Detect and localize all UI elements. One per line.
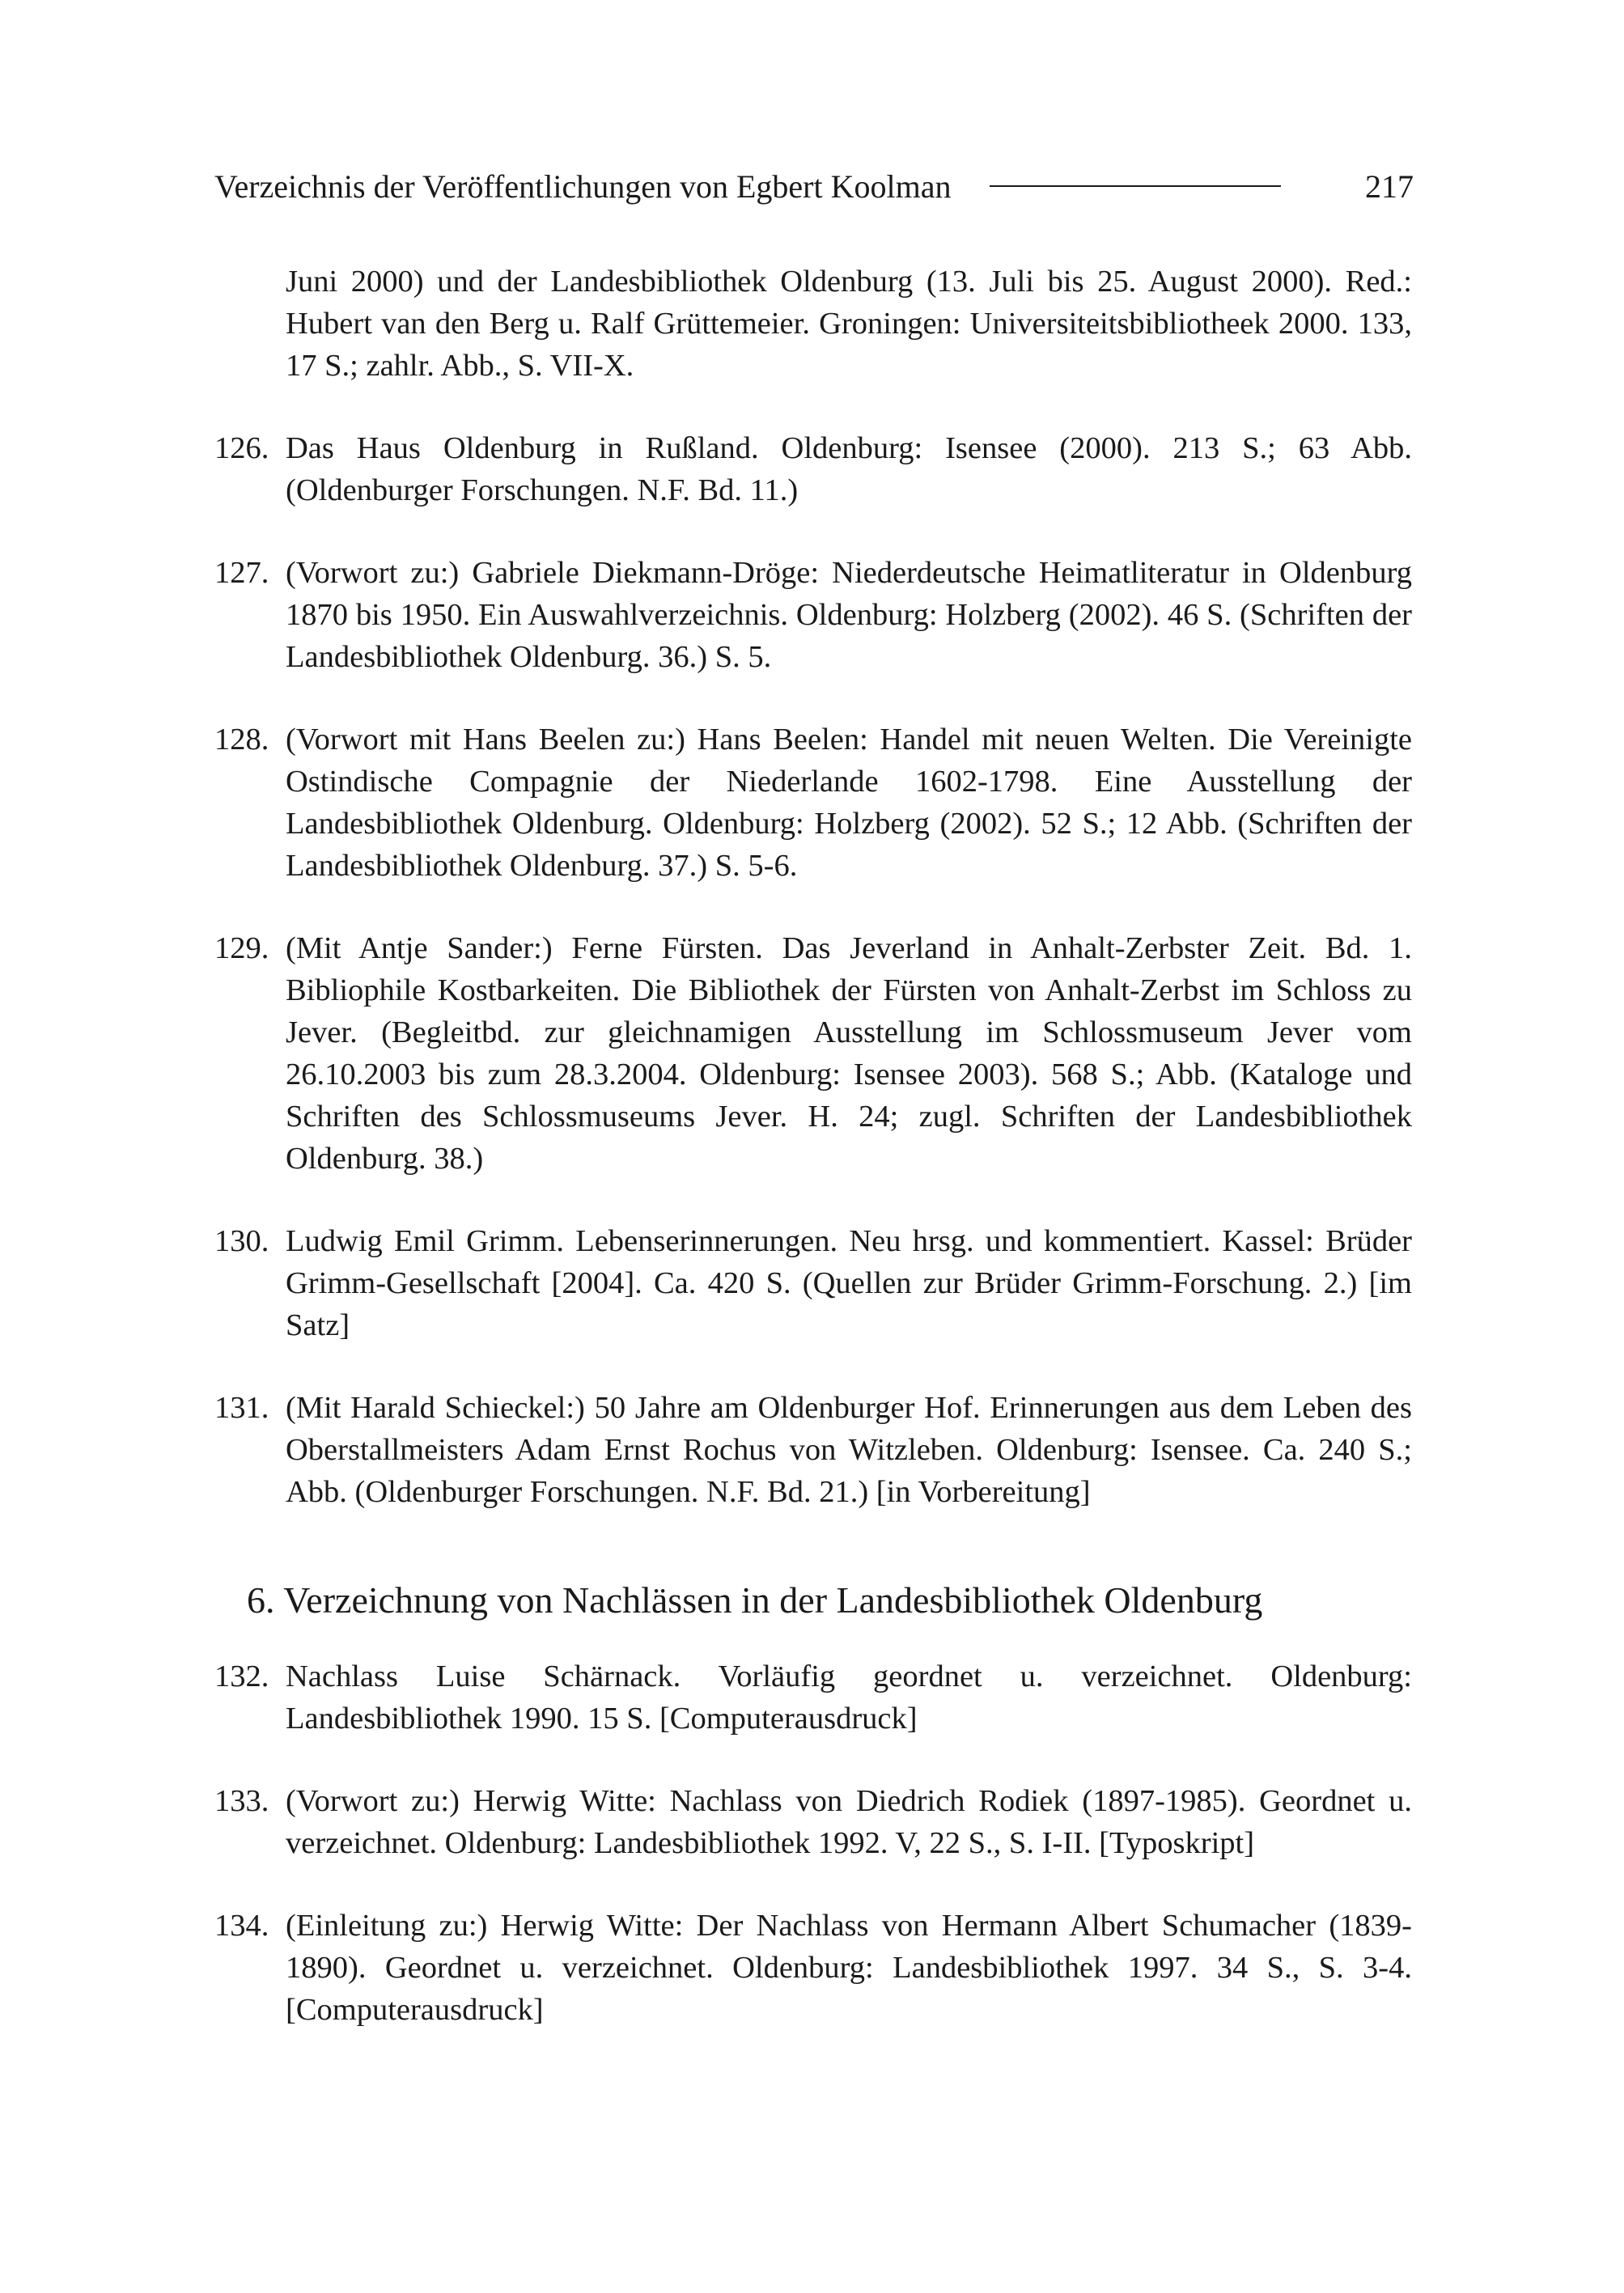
- entry-text: Nachlass Luise Schärnack. Vorläufig geordnet u. verzeichnet. Oldenburg: Landesbibliothek 1990. 15 S. [Computerausdruck]: [286, 1659, 1412, 1736]
- section-heading: [247, 1576, 1412, 1625]
- running-head: [214, 162, 1414, 210]
- continued-entry-text: Juni 2000) und der Landesbibliothek Oldenburg (13. Juli bis 25. August 2000). Red.: Hubert van den Berg u. Ralf Grüttemeier. Groningen: Universiteitsbibliotheek 2000. 133, 17 S.; zahlr. Abb., S. VII-X.: [286, 265, 1412, 383]
- section-title: Verzeichnung von Nachlässen in der Landesbibliothek Oldenburg: [283, 1579, 1263, 1621]
- list-item: [214, 427, 1412, 511]
- entry-number: 126.: [214, 431, 269, 465]
- entry-number: 127.: [214, 556, 269, 590]
- entry-number: 133.: [214, 1784, 269, 1818]
- entry-text: (Vorwort zu:) Gabriele Diekmann-Dröge: Niederdeutsche Heimatliteratur in Oldenburg 1870 bis 1950. Ein Auswahlverzeichnis. Oldenburg: Holzberg (2002). 46 S. (Schriften der Landesbibliothek Oldenburg. 36.) S. 5.: [286, 556, 1412, 674]
- list-item: [214, 1780, 1412, 1864]
- running-head-title: Verzeichnis der Veröffentlichungen von Egbert Koolman: [214, 167, 952, 205]
- entry-text: (Vorwort mit Hans Beelen zu:) Hans Beelen: Handel mit neuen Welten. Die Vereinigte Ostindische Compagnie der Niederlande 1602-1798. Eine Ausstellung der Landesbibliothek Oldenburg. Oldenburg: Holzberg (2002). 52 S.; 12 Abb. (Schriften der Landesbibliothek Oldenburg. 37.) S. 5-6.: [286, 723, 1412, 883]
- entry-text: Das Haus Oldenburg in Rußland. Oldenburg: Isensee (2000). 213 S.; 63 Abb. (Oldenburger Forschungen. N.F. Bd. 11.): [286, 431, 1412, 507]
- page-number: 217: [1365, 167, 1414, 205]
- entry-number: 134.: [214, 1909, 269, 1943]
- list-item: [214, 1905, 1412, 2031]
- running-head-rule: [990, 185, 1281, 187]
- entry-number: 132.: [214, 1659, 269, 1693]
- list-item: [214, 552, 1412, 678]
- list-item: [214, 1655, 1412, 1740]
- entry-number: 129.: [214, 931, 269, 965]
- list-item: [214, 1220, 1412, 1346]
- list-item: [214, 718, 1412, 887]
- entry-number: 131.: [214, 1391, 269, 1425]
- entry-number: 130.: [214, 1224, 269, 1258]
- entry-text: (Mit Antje Sander:) Ferne Fürsten. Das Jeverland in Anhalt-Zerbster Zeit. Bd. 1. Bibliophile Kostbarkeiten. Die Bibliothek der Fürsten von Anhalt-Zerbst im Schloss zu Jever. (Begleitbd. zur gleichnamigen Ausstellung im Schlossmuseum Jever vom 26.10.2003 bis zum 28.3.2004. Oldenburg: Isensee 2003). 568 S.; Abb. (Kataloge und Schriften des Schlossmuseums Jever. H. 24; zugl. Schriften der Landesbibliothek Oldenburg. 38.): [286, 931, 1412, 1176]
- entry-text: (Vorwort zu:) Herwig Witte: Nachlass von Diedrich Rodiek (1897-1985). Geordnet u. verzeichnet. Oldenburg: Landesbibliothek 1992. V, 22 S., S. I-II. [Typoskript]: [286, 1784, 1412, 1860]
- bibliography-content: [214, 261, 1412, 2031]
- entry-text: (Einleitung zu:) Herwig Witte: Der Nachlass von Hermann Albert Schumacher (1839-1890). Geordnet u. verzeichnet. Oldenburg: Landesbibliothek 1997. 34 S., S. 3-4. [Computerausdruck]: [286, 1909, 1412, 2027]
- entry-number: 128.: [214, 723, 269, 757]
- entry-text: Ludwig Emil Grimm. Lebenserinnerungen. Neu hrsg. und kommentiert. Kassel: Brüder Grimm-Gesellschaft [2004]. Ca. 420 S. (Quellen zur Brüder Grimm-Forschung. 2.) [im Satz]: [286, 1224, 1412, 1342]
- list-item: [214, 1387, 1412, 1513]
- section-number: 6.: [247, 1579, 275, 1621]
- entry-text: (Mit Harald Schieckel:) 50 Jahre am Oldenburger Hof. Erinnerungen aus dem Leben des Oberstallmeisters Adam Ernst Rochus von Witzleben. Oldenburg: Isensee. Ca. 240 S.; Abb. (Oldenburger Forschungen. N.F. Bd. 21.) [in Vorbereitung]: [286, 1391, 1412, 1509]
- list-item: [214, 927, 1412, 1180]
